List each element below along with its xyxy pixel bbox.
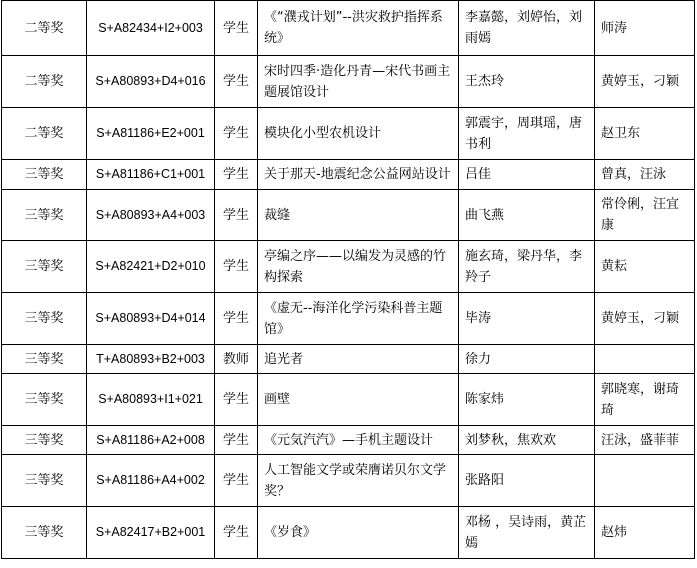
work-title-cell: 《岁食》 [258,507,459,559]
work-title-cell: 《虚无--海洋化学污染科普主题馆》 [258,293,459,345]
authors-cell: 张路阳 [459,455,595,507]
work-title-cell: 《元気汽汽》—手机主题设计 [258,426,459,455]
advisors-cell: 黄耘 [595,241,695,293]
entry-code-cell: S+A82417+B2+001 [87,507,215,559]
entry-role-cell: 学生 [215,426,258,455]
entry-role-cell: 学生 [215,160,258,190]
table-row [2,455,695,507]
work-title-cell: 关于那天-地震纪念公益网站设计 [258,160,459,190]
entry-code-cell: S+A80893+D4+014 [87,293,215,345]
award-level-cell: 三等奖 [2,455,87,507]
authors-cell: 郭震宇，周琪瑶，唐书利 [459,108,595,160]
award-level-cell: 二等奖 [2,1,87,56]
table-row [2,241,695,293]
entry-role-cell: 学生 [215,190,258,241]
table-row [2,293,695,345]
work-title-cell: 裁缝 [258,190,459,241]
advisors-cell: 常伶俐，汪宜康 [595,190,695,241]
awards-table [1,0,695,559]
authors-cell: 吕佳 [459,160,595,190]
work-title-cell: 亭编之序——以编发为灵感的竹构探索 [258,241,459,293]
advisors-cell: 曾真，汪泳 [595,160,695,190]
advisors-cell: 师涛 [595,1,695,56]
entry-code-cell: S+A81186+C1+001 [87,160,215,190]
entry-code-cell: S+A82421+D2+010 [87,241,215,293]
entry-code-cell: S+A80893+D4+016 [87,56,215,108]
entry-code-cell: S+A81186+A2+008 [87,426,215,455]
authors-cell: 施玄琦，梁丹华，李羚子 [459,241,595,293]
work-title-cell: 人工智能文学或荣膺诺贝尔文学奖？ [258,455,459,507]
work-title-cell: 画壁 [258,374,459,426]
entry-role-cell: 学生 [215,455,258,507]
authors-cell: 邓杨 ，吴诗雨，黄芷嫣 [459,507,595,559]
authors-cell: 曲飞燕 [459,190,595,241]
award-level-cell: 二等奖 [2,108,87,160]
award-level-cell: 三等奖 [2,293,87,345]
advisors-cell: 郭晓寒，谢琦琦 [595,374,695,426]
work-title-cell: 追光者 [258,345,459,374]
table-row [2,190,695,241]
award-level-cell: 三等奖 [2,190,87,241]
work-title-cell: 模块化小型农机设计 [258,108,459,160]
award-level-cell: 三等奖 [2,241,87,293]
entry-code-cell: T+A80893+B2+003 [87,345,215,374]
table-row [2,108,695,160]
authors-cell: 王杰玲 [459,56,595,108]
awards-table-body [2,1,695,559]
award-level-cell: 三等奖 [2,374,87,426]
work-title-cell: 《“濮戎计划”--洪灾救护指挥系统》 [258,1,459,56]
advisors-cell: 汪泳，盛菲菲 [595,426,695,455]
advisors-cell [595,455,695,507]
entry-code-cell: S+A81186+A4+002 [87,455,215,507]
advisors-cell [595,345,695,374]
entry-role-cell: 学生 [215,374,258,426]
advisors-cell: 黄婷玉，刁颖 [595,293,695,345]
table-row [2,507,695,559]
entry-role-cell: 学生 [215,507,258,559]
authors-cell: 陈家炜 [459,374,595,426]
advisors-cell: 赵炜 [595,507,695,559]
advisors-cell: 赵卫东 [595,108,695,160]
entry-role-cell: 学生 [215,108,258,160]
entry-role-cell: 学生 [215,241,258,293]
table-row [2,426,695,455]
award-level-cell: 三等奖 [2,345,87,374]
award-level-cell: 三等奖 [2,160,87,190]
award-level-cell: 三等奖 [2,426,87,455]
entry-code-cell: S+A82434+I2+003 [87,1,215,56]
entry-role-cell: 学生 [215,56,258,108]
table-row [2,56,695,108]
table-row [2,1,695,56]
entry-code-cell: S+A81186+E2+001 [87,108,215,160]
entry-code-cell: S+A80893+A4+003 [87,190,215,241]
award-level-cell: 三等奖 [2,507,87,559]
advisors-cell: 黄婷玉，刁颖 [595,56,695,108]
entry-code-cell: S+A80893+I1+021 [87,374,215,426]
authors-cell: 刘梦秋，焦欢欢 [459,426,595,455]
entry-role-cell: 学生 [215,1,258,56]
table-row [2,345,695,374]
table-row [2,160,695,190]
entry-role-cell: 学生 [215,293,258,345]
authors-cell: 李嘉懿，刘婷怡，刘雨嫣 [459,1,595,56]
award-level-cell: 二等奖 [2,56,87,108]
table-row [2,374,695,426]
work-title-cell: 宋时四季·造化丹青—宋代书画主题展馆设计 [258,56,459,108]
authors-cell: 徐力 [459,345,595,374]
entry-role-cell: 教师 [215,345,258,374]
authors-cell: 毕涛 [459,293,595,345]
